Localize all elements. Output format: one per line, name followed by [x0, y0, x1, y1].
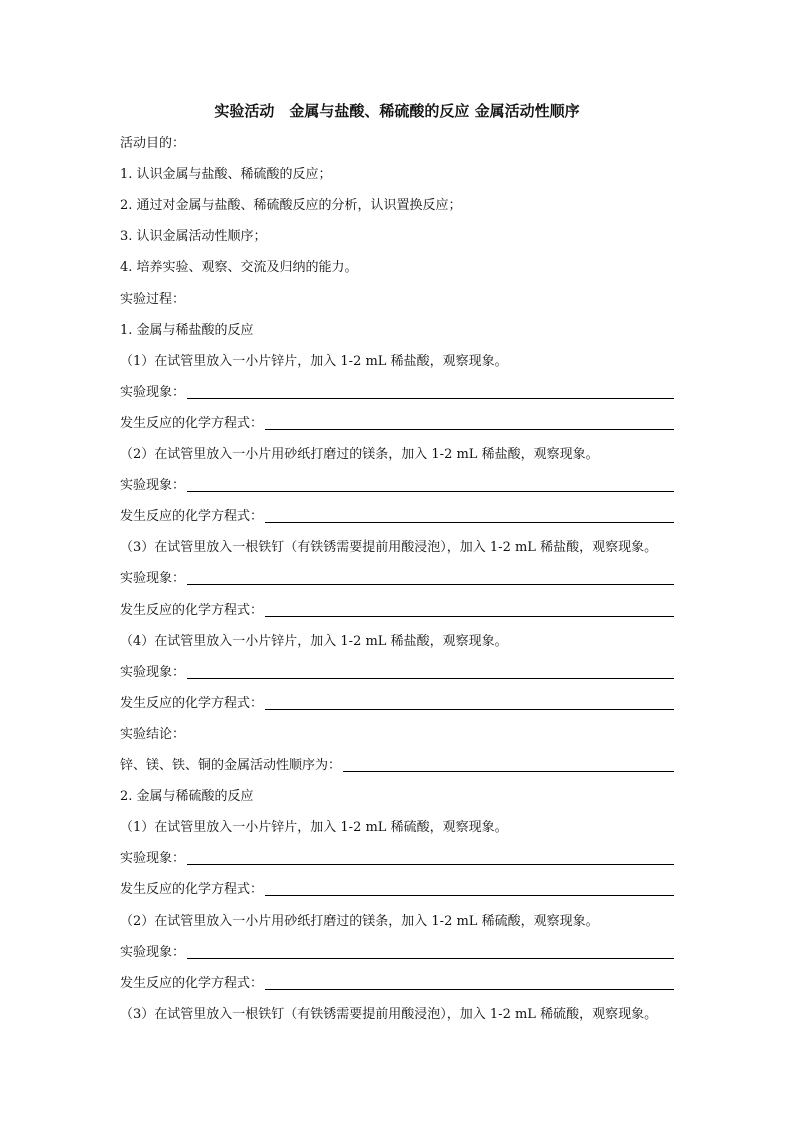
fill-in-row	[120, 384, 680, 402]
answer-blank[interactable]	[265, 697, 674, 710]
page-title: 实验活动 金属与盐酸、稀硫酸的反应 金属活动性顺序	[214, 102, 580, 120]
fill-in-row	[120, 602, 680, 620]
text-line	[120, 913, 680, 931]
fill-in-label: 发生反应的化学方程式：	[120, 882, 264, 898]
line-text: （4）在试管里放入一小片锌片，加入 1-2 mL 稀盐酸，观察现象。	[120, 633, 508, 649]
text-line	[120, 228, 680, 246]
text-line	[120, 1006, 680, 1024]
text-line	[120, 259, 680, 277]
line-text: 3. 认识金属活动性顺序；	[120, 229, 267, 245]
text-line	[120, 353, 680, 371]
text-line	[120, 291, 680, 309]
answer-blank[interactable]	[187, 479, 674, 492]
answer-blank[interactable]	[187, 852, 674, 865]
line-text: （3）在试管里放入一根铁钉（有铁锈需要提前用酸浸泡），加入 1-2 mL 稀硫酸，观察现象。	[120, 1006, 658, 1022]
fill-in-label: 发生反应的化学方程式：	[120, 975, 264, 991]
text-line	[120, 166, 680, 184]
answer-blank[interactable]	[265, 510, 674, 523]
line-text: 1. 金属与稀盐酸的反应	[120, 322, 254, 338]
answer-blank[interactable]	[187, 946, 674, 959]
fill-in-row	[120, 570, 680, 588]
fill-in-row	[120, 477, 680, 495]
line-text: 2. 金属与稀硫酸的反应	[120, 789, 254, 805]
fill-in-row	[120, 757, 680, 775]
answer-blank[interactable]	[187, 386, 674, 399]
text-line	[120, 446, 680, 464]
fill-in-row	[120, 415, 680, 433]
line-text: （1）在试管里放入一小片锌片，加入 1-2 mL 稀硫酸，观察现象。	[120, 820, 508, 836]
text-line	[120, 633, 680, 651]
fill-in-row	[120, 508, 680, 526]
line-text: 活动目的：	[120, 136, 186, 151]
answer-blank[interactable]	[265, 977, 674, 990]
text-line	[120, 539, 680, 557]
fill-in-label: 实验现象：	[120, 944, 186, 960]
fill-in-row	[120, 850, 680, 868]
fill-in-row	[120, 975, 680, 993]
text-line	[120, 726, 680, 744]
text-line	[120, 197, 680, 215]
line-text: （2）在试管里放入一小片用砂纸打磨过的镁条，加入 1-2 mL 稀硫酸，观察现象。	[120, 913, 599, 929]
answer-blank[interactable]	[265, 417, 674, 430]
answer-blank[interactable]	[265, 604, 674, 617]
fill-in-row	[120, 664, 680, 682]
text-line	[120, 135, 680, 153]
line-text: （1）在试管里放入一小片锌片，加入 1-2 mL 稀盐酸，观察现象。	[120, 353, 508, 369]
answer-blank[interactable]	[343, 759, 674, 772]
line-text: 4. 培养实验、观察、交流及归纳的能力。	[120, 260, 358, 276]
fill-in-label: 发生反应的化学方程式：	[120, 509, 264, 525]
fill-in-label: 实验现象：	[120, 478, 186, 494]
text-line	[120, 819, 680, 837]
line-text: 1. 认识金属与盐酸、稀硫酸的反应；	[120, 167, 332, 183]
fill-in-label: 实验现象：	[120, 851, 186, 867]
line-text: （2）在试管里放入一小片用砂纸打磨过的镁条，加入 1-2 mL 稀盐酸，观察现象。	[120, 447, 599, 462]
answer-blank[interactable]	[265, 883, 674, 896]
fill-in-label: 实验现象：	[120, 664, 186, 680]
text-line	[120, 322, 680, 340]
answer-blank[interactable]	[187, 572, 674, 585]
fill-in-label: 实验现象：	[120, 571, 186, 587]
fill-in-row	[120, 695, 680, 713]
fill-in-label: 发生反应的化学方程式：	[120, 695, 264, 711]
text-line	[120, 788, 680, 806]
fill-in-row	[120, 944, 680, 962]
line-text: 实验结论：	[120, 726, 186, 742]
answer-blank[interactable]	[187, 666, 674, 679]
line-text: 实验过程：	[120, 291, 186, 307]
fill-in-label: 发生反应的化学方程式：	[120, 415, 264, 431]
fill-in-row	[120, 881, 680, 899]
fill-in-label: 发生反应的化学方程式：	[120, 602, 264, 618]
fill-in-label: 锌、镁、铁、铜的金属活动性顺序为：	[120, 758, 342, 773]
line-text: （3）在试管里放入一根铁钉（有铁锈需要提前用酸浸泡），加入 1-2 mL 稀盐酸，观察现象。	[120, 540, 658, 556]
fill-in-label: 实验现象：	[120, 384, 186, 400]
line-text: 2. 通过对金属与盐酸、稀硫酸反应的分析，认识置换反应；	[120, 198, 462, 214]
